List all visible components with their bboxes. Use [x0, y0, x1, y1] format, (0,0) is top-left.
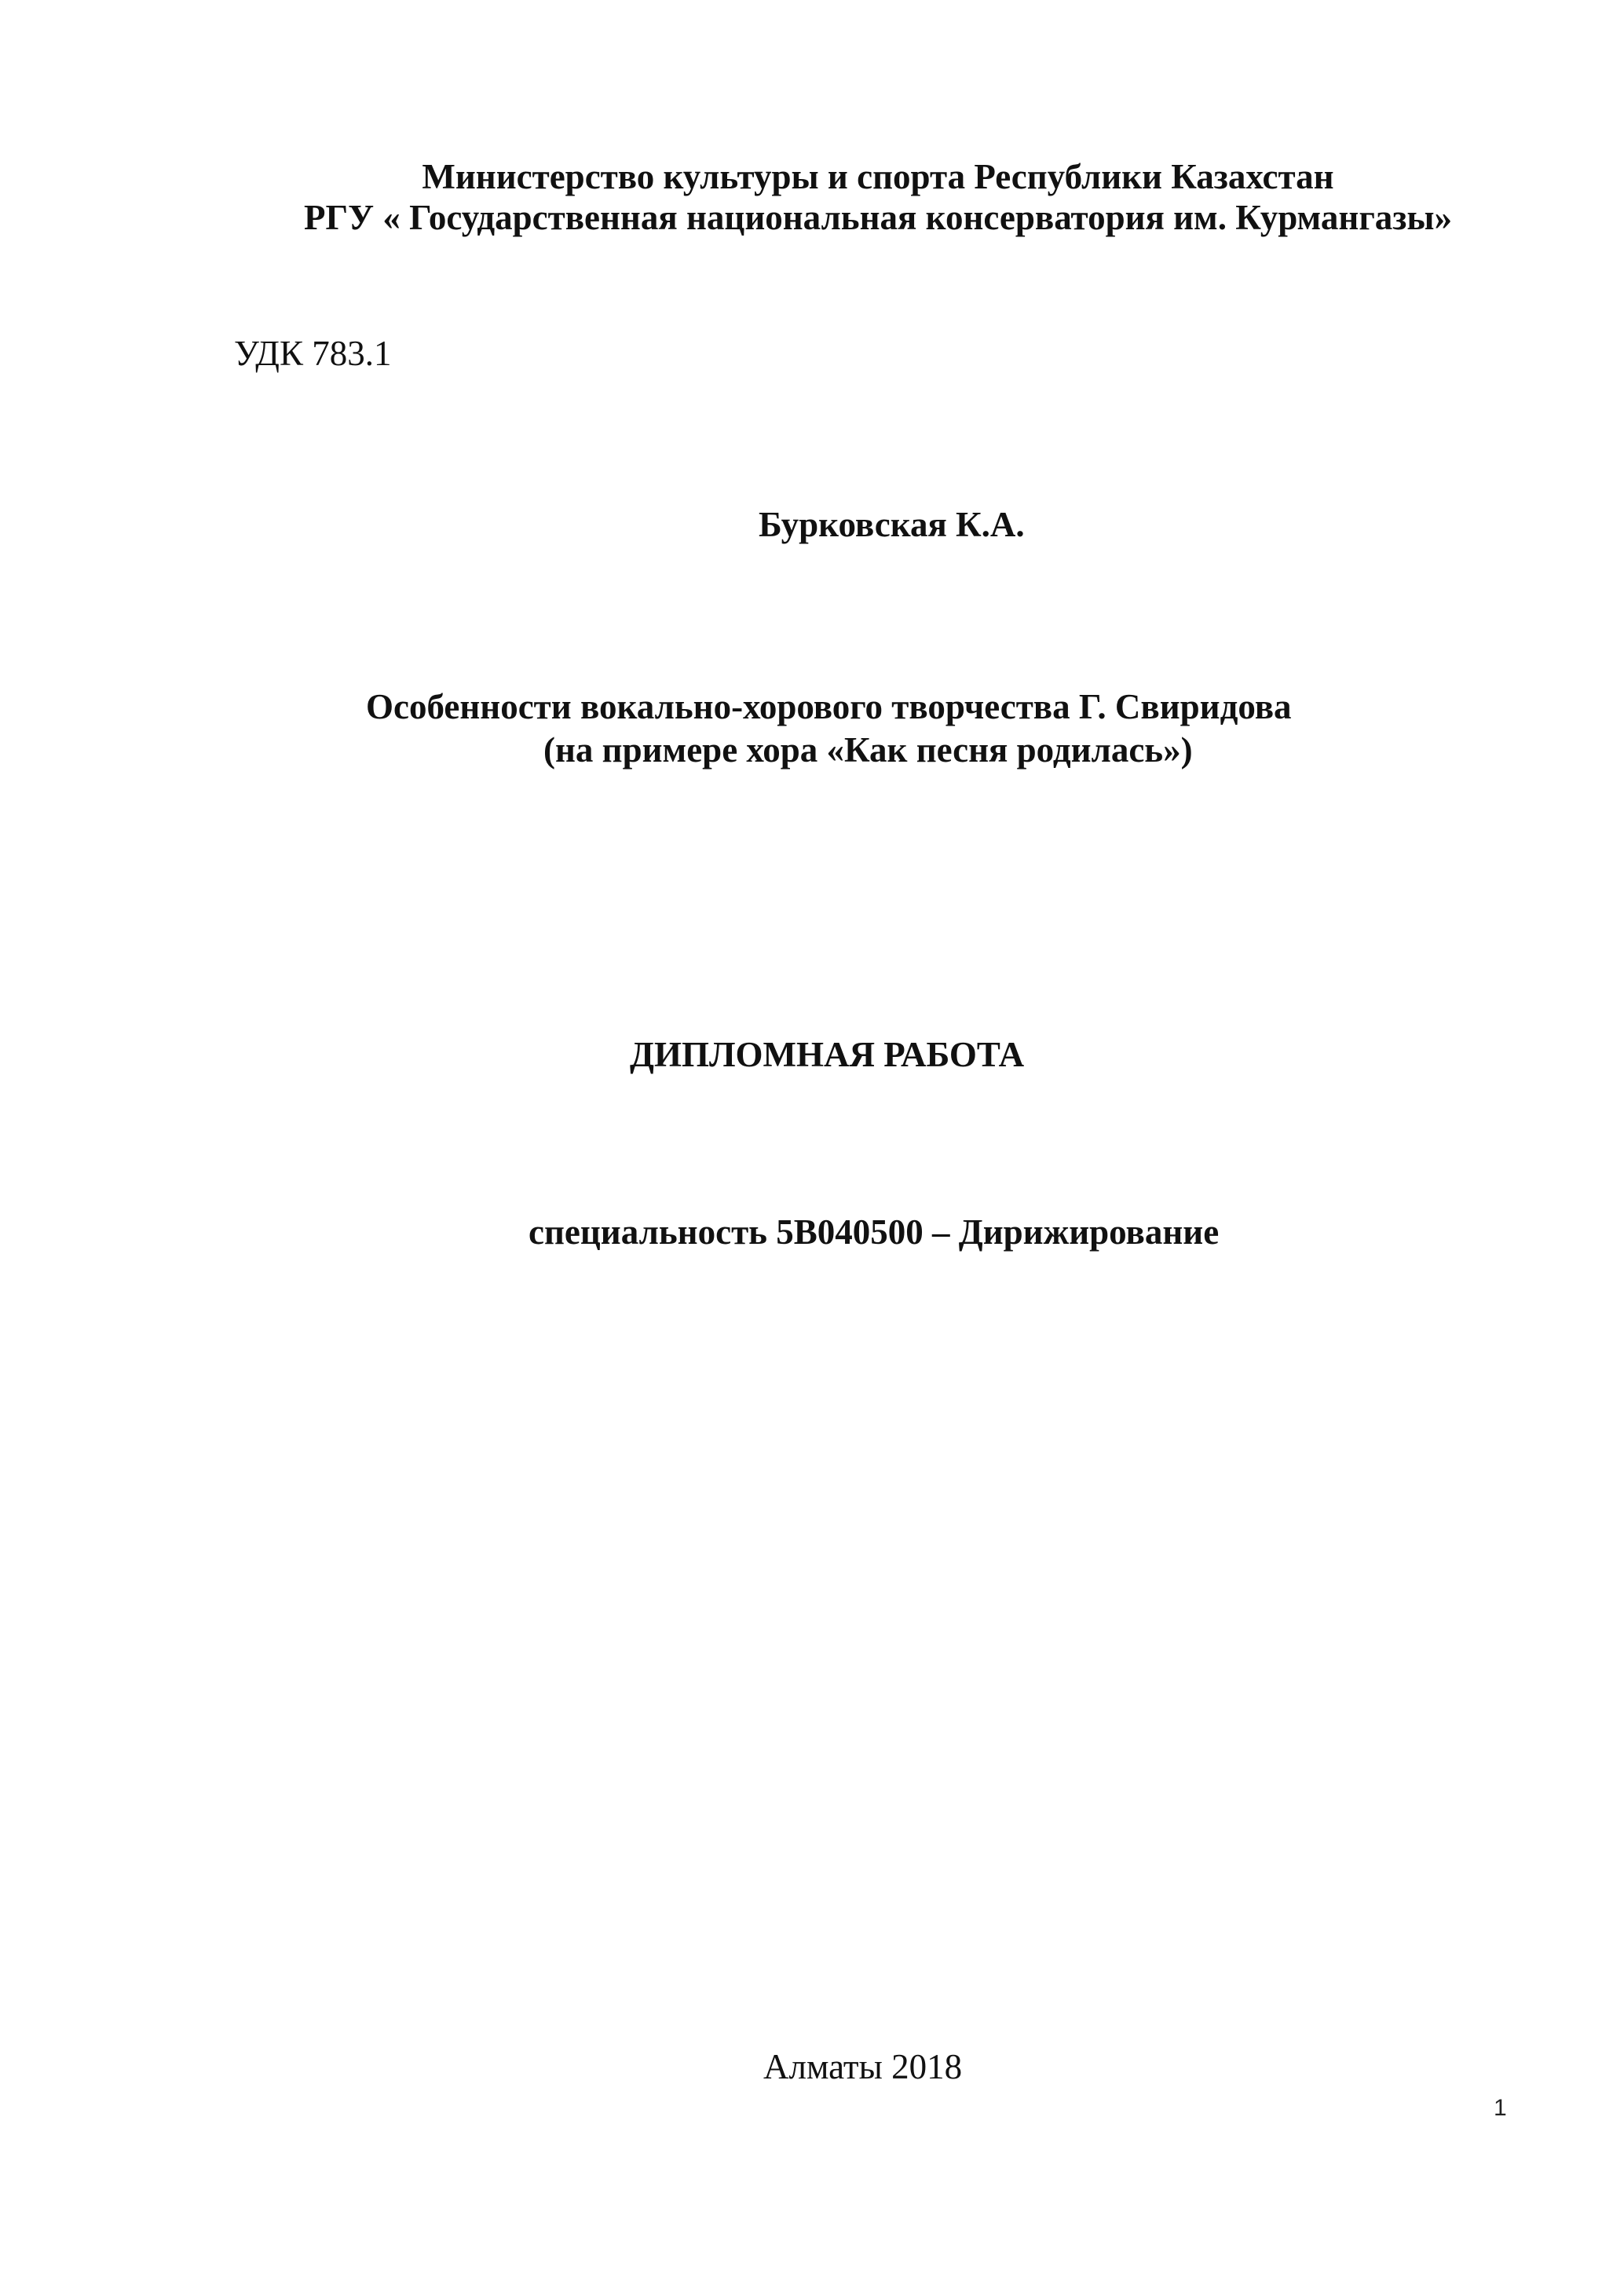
- udk-code: УДК 783.1: [234, 334, 392, 373]
- city-year: Алматы 2018: [763, 2047, 963, 2086]
- author-name: Бурковская К.А.: [759, 505, 1025, 544]
- thesis-title-line-1: Особенности вокально-хорового творчества Г. Свиридова: [366, 687, 1292, 726]
- institution-heading: РГУ « Государственная национальная консерватория им. Курмангазы»: [304, 198, 1452, 237]
- thesis-title-line-2: (на примере хора «Как песня родилась»): [543, 730, 1193, 770]
- work-type-heading: ДИПЛОМНАЯ РАБОТА: [630, 1035, 1025, 1074]
- ministry-heading: Министерство культуры и спорта Республики Казахстан: [422, 157, 1334, 196]
- specialty-line: специальность 5В040500 – Дирижирование: [529, 1212, 1220, 1252]
- page-number: 1: [1494, 2095, 1507, 2121]
